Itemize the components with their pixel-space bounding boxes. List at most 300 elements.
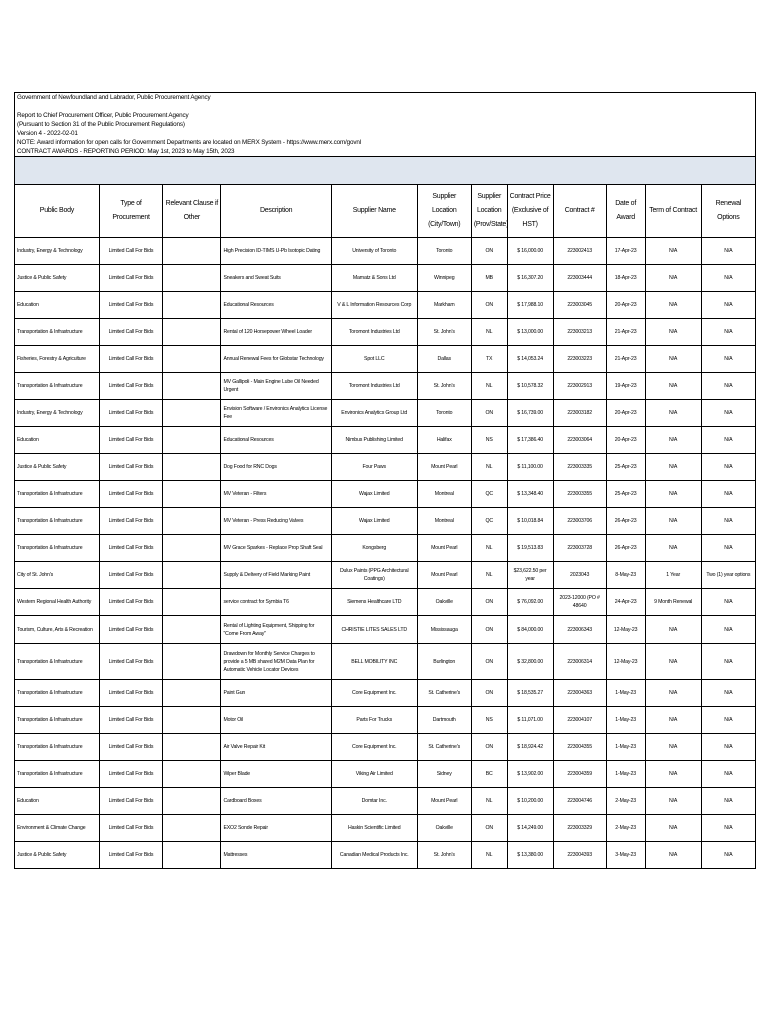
cell-description: Air Valve Repair Kit — [221, 734, 331, 761]
cell-supplier-name: Spot LLC — [331, 346, 417, 373]
cell-term-of-contract: N/A — [645, 680, 701, 707]
cell-supplier-prov: ON — [471, 815, 507, 842]
cell-supplier-city: St. John's — [417, 319, 471, 346]
cell-public-body: Industry, Energy & Technology — [15, 238, 100, 265]
cell-description: Motor Oil — [221, 707, 331, 734]
cell-public-body: Transportation & Infrastructure — [15, 644, 100, 680]
cell-renewal-options: N/A — [701, 535, 755, 562]
cell-supplier-city: St. John's — [417, 373, 471, 400]
cell-supplier-city: Mount Pearl — [417, 535, 471, 562]
cell-date-of-award: 1-May-23 — [606, 761, 645, 788]
spreadsheet — [14, 92, 756, 869]
cell-contract-number: 223004393 — [553, 842, 606, 869]
cell-public-body: Transportation & Infrastructure — [15, 707, 100, 734]
cell-type-of-procurement: Limited Call For Bids — [99, 680, 162, 707]
cell-term-of-contract: N/A — [645, 373, 701, 400]
cell-contract-price: $ 13,902.00 — [507, 761, 553, 788]
cell-supplier-name: Mamatz & Sons Ltd — [331, 265, 417, 292]
version-line: Version 4 - 2022-02-01 — [17, 130, 78, 137]
cell-public-body: Education — [15, 292, 100, 319]
table-row — [15, 562, 756, 589]
cell-term-of-contract: N/A — [645, 265, 701, 292]
cell-public-body: Tourism, Culture, Arts & Recreation — [15, 616, 100, 644]
cell-term-of-contract: N/A — [645, 427, 701, 454]
cell-relevant-clause — [163, 761, 221, 788]
col-relevant-clause: Relevant Clause if Other — [163, 185, 221, 238]
cell-date-of-award: 2-May-23 — [606, 815, 645, 842]
cell-supplier-prov: ON — [471, 616, 507, 644]
col-date-of-award: Date of Award — [606, 185, 645, 238]
cell-supplier-name: Domtar Inc. — [331, 788, 417, 815]
cell-description: Sneakers and Sweat Suits — [221, 265, 331, 292]
cell-type-of-procurement: Limited Call For Bids — [99, 788, 162, 815]
cell-supplier-name: BELL MOBILITY INC — [331, 644, 417, 680]
cell-supplier-name: Wajax Limited — [331, 481, 417, 508]
cell-supplier-city: Mount Pearl — [417, 562, 471, 589]
cell-public-body: Justice & Public Safety — [15, 454, 100, 481]
col-supplier-city: Supplier Location (City/Town) — [417, 185, 471, 238]
cell-supplier-prov: NL — [471, 562, 507, 589]
cell-date-of-award: 3-May-23 — [606, 842, 645, 869]
cell-contract-price: $ 13,380.00 — [507, 842, 553, 869]
cell-supplier-name: Toromont Industries Ltd — [331, 319, 417, 346]
cell-contract-number: 223002413 — [553, 238, 606, 265]
cell-supplier-prov: QC — [471, 481, 507, 508]
cell-date-of-award: 26-Apr-23 — [606, 535, 645, 562]
cell-renewal-options: N/A — [701, 644, 755, 680]
cell-supplier-city: Toronto — [417, 238, 471, 265]
table-row — [15, 238, 756, 265]
table-row — [15, 644, 756, 680]
cell-relevant-clause — [163, 616, 221, 644]
cell-public-body: Transportation & Infrastructure — [15, 373, 100, 400]
table-row — [15, 589, 756, 616]
cell-supplier-city: St. Catherine's — [417, 680, 471, 707]
cell-contract-price: $ 16,307.20 — [507, 265, 553, 292]
cell-relevant-clause — [163, 319, 221, 346]
cell-type-of-procurement: Limited Call For Bids — [99, 815, 162, 842]
cell-contract-price: $ 17,988.10 — [507, 292, 553, 319]
cell-type-of-procurement: Limited Call For Bids — [99, 707, 162, 734]
cell-type-of-procurement: Limited Call For Bids — [99, 265, 162, 292]
cell-contract-price: $ 18,535.27 — [507, 680, 553, 707]
cell-contract-number: 223003335 — [553, 454, 606, 481]
cell-relevant-clause — [163, 788, 221, 815]
cell-date-of-award: 18-Apr-23 — [606, 265, 645, 292]
cell-supplier-prov: ON — [471, 400, 507, 427]
cell-contract-number: 223006314 — [553, 644, 606, 680]
cell-public-body: Transportation & Infrastructure — [15, 319, 100, 346]
cell-supplier-name: V & L Information Resources Corp — [331, 292, 417, 319]
cell-supplier-prov: ON — [471, 238, 507, 265]
cell-supplier-name: Dulux Paints (PPG Architectural Coatings) — [331, 562, 417, 589]
col-contract-number: Contract # — [553, 185, 606, 238]
cell-date-of-award: 1-May-23 — [606, 734, 645, 761]
cell-supplier-prov: NL — [471, 842, 507, 869]
cell-term-of-contract: N/A — [645, 292, 701, 319]
cell-supplier-prov: QC — [471, 508, 507, 535]
cell-public-body: Transportation & Infrastructure — [15, 508, 100, 535]
cell-renewal-options: N/A — [701, 734, 755, 761]
cell-renewal-options: N/A — [701, 508, 755, 535]
cell-type-of-procurement: Limited Call For Bids — [99, 616, 162, 644]
contract-awards-table — [14, 184, 756, 869]
cell-term-of-contract: N/A — [645, 481, 701, 508]
cell-supplier-name: Toromont Industries Ltd — [331, 373, 417, 400]
cell-supplier-name: Nimbus Publishing Limited — [331, 427, 417, 454]
cell-supplier-name: Haskin Scientific Limited — [331, 815, 417, 842]
cell-relevant-clause — [163, 238, 221, 265]
cell-supplier-name: Viking Air Limited — [331, 761, 417, 788]
cell-public-body: Transportation & Infrastructure — [15, 535, 100, 562]
cell-renewal-options: N/A — [701, 788, 755, 815]
cell-term-of-contract: N/A — [645, 788, 701, 815]
cell-public-body: Western Regional Health Authority — [15, 589, 100, 616]
cell-date-of-award: 25-Apr-23 — [606, 481, 645, 508]
cell-relevant-clause — [163, 734, 221, 761]
cell-public-body: Transportation & Infrastructure — [15, 680, 100, 707]
cell-relevant-clause — [163, 265, 221, 292]
cell-public-body: Justice & Public Safety — [15, 842, 100, 869]
cell-description: Mattresses — [221, 842, 331, 869]
cell-term-of-contract: N/A — [645, 535, 701, 562]
table-row — [15, 373, 756, 400]
cell-relevant-clause — [163, 644, 221, 680]
cell-term-of-contract: N/A — [645, 707, 701, 734]
cell-type-of-procurement: Limited Call For Bids — [99, 842, 162, 869]
cell-contract-number: 223003223 — [553, 346, 606, 373]
cell-contract-number: 223003182 — [553, 400, 606, 427]
cell-renewal-options: N/A — [701, 238, 755, 265]
col-public-body: Public Body — [15, 185, 100, 238]
cell-term-of-contract: N/A — [645, 842, 701, 869]
cell-term-of-contract: N/A — [645, 815, 701, 842]
cell-description: Educational Resources — [221, 427, 331, 454]
cell-type-of-procurement: Limited Call For Bids — [99, 562, 162, 589]
table-row — [15, 508, 756, 535]
cell-relevant-clause — [163, 292, 221, 319]
cell-term-of-contract: N/A — [645, 761, 701, 788]
cell-contract-number: 223003444 — [553, 265, 606, 292]
cell-relevant-clause — [163, 373, 221, 400]
cell-relevant-clause — [163, 589, 221, 616]
cell-renewal-options: N/A — [701, 589, 755, 616]
cell-description: Envision Software / Environics Analytics License Fee — [221, 400, 331, 427]
cell-type-of-procurement: Limited Call For Bids — [99, 644, 162, 680]
cell-supplier-name: Wajax Limited — [331, 508, 417, 535]
cell-renewal-options: N/A — [701, 761, 755, 788]
cell-date-of-award: 12-May-23 — [606, 644, 645, 680]
col-supplier-name: Supplier Name — [331, 185, 417, 238]
pursuant-line: (Pursuant to Section 31 of the Public Procurement Regulations) — [17, 121, 185, 128]
cell-supplier-prov: MB — [471, 265, 507, 292]
cell-date-of-award: 25-Apr-23 — [606, 454, 645, 481]
cell-supplier-prov: NS — [471, 707, 507, 734]
cell-renewal-options: N/A — [701, 400, 755, 427]
cell-contract-price: $ 14,053.24 — [507, 346, 553, 373]
header-shaded-band — [15, 156, 755, 184]
cell-supplier-name: Kongsberg — [331, 535, 417, 562]
cell-supplier-name: University of Toronto — [331, 238, 417, 265]
cell-term-of-contract: N/A — [645, 454, 701, 481]
cell-date-of-award: 21-Apr-23 — [606, 319, 645, 346]
table-row — [15, 481, 756, 508]
cell-supplier-prov: NL — [471, 319, 507, 346]
cell-type-of-procurement: Limited Call For Bids — [99, 508, 162, 535]
header-row — [15, 185, 756, 238]
cell-type-of-procurement: Limited Call For Bids — [99, 400, 162, 427]
cell-supplier-prov: ON — [471, 734, 507, 761]
cell-contract-price: $ 76,092.00 — [507, 589, 553, 616]
cell-supplier-city: St. John's — [417, 842, 471, 869]
cell-supplier-name: Environics Analytics Group Ltd — [331, 400, 417, 427]
cell-contract-price: $ 13,000.00 — [507, 319, 553, 346]
cell-supplier-city: Sidney — [417, 761, 471, 788]
cell-relevant-clause — [163, 346, 221, 373]
period-line: CONTRACT AWARDS - REPORTING PERIOD: May 1st, 2023 to May 15th, 2023 — [17, 148, 235, 155]
cell-description: Cardboard Boxes — [221, 788, 331, 815]
cell-relevant-clause — [163, 535, 221, 562]
col-supplier-prov: Supplier Location (Prov/State) — [471, 185, 507, 238]
col-type-of-procurement: Type of Procurement — [99, 185, 162, 238]
cell-contract-price: $ 10,578.32 — [507, 373, 553, 400]
cell-supplier-prov: TX — [471, 346, 507, 373]
cell-supplier-city: Mount Pearl — [417, 788, 471, 815]
cell-term-of-contract: N/A — [645, 319, 701, 346]
cell-description: Supply & Delivery of Field Marking Paint — [221, 562, 331, 589]
col-term-of-contract: Term of Contract — [645, 185, 701, 238]
cell-contract-price: $ 19,513.83 — [507, 535, 553, 562]
cell-date-of-award: 1-May-23 — [606, 680, 645, 707]
cell-supplier-prov: NL — [471, 788, 507, 815]
cell-contract-number: 2023043 — [553, 562, 606, 589]
cell-contract-price: $ 14,249.00 — [507, 815, 553, 842]
cell-contract-price: $23,622.50 per year — [507, 562, 553, 589]
cell-supplier-name: Core Equipment Inc. — [331, 680, 417, 707]
cell-public-body: Education — [15, 788, 100, 815]
cell-type-of-procurement: Limited Call For Bids — [99, 589, 162, 616]
cell-contract-number: 223003045 — [553, 292, 606, 319]
cell-term-of-contract: N/A — [645, 400, 701, 427]
cell-contract-number: 223003213 — [553, 319, 606, 346]
col-renewal-options: Renewal Options — [701, 185, 755, 238]
cell-supplier-city: Montreal — [417, 481, 471, 508]
cell-description: MV Gallipoli - Main Engine Lube Oil Needed Urgent — [221, 373, 331, 400]
cell-date-of-award: 8-May-23 — [606, 562, 645, 589]
cell-relevant-clause — [163, 508, 221, 535]
cell-type-of-procurement: Limited Call For Bids — [99, 373, 162, 400]
cell-renewal-options: N/A — [701, 680, 755, 707]
cell-description: Annual Renewal Fees for Globstar Technology — [221, 346, 331, 373]
cell-public-body: Environment & Climate Change — [15, 815, 100, 842]
cell-date-of-award: 12-May-23 — [606, 616, 645, 644]
cell-description: High Precision ID-TIMS U-Pb Isotopic Dating — [221, 238, 331, 265]
cell-contract-price: $ 18,924.42 — [507, 734, 553, 761]
table-row — [15, 707, 756, 734]
cell-term-of-contract: N/A — [645, 734, 701, 761]
cell-relevant-clause — [163, 481, 221, 508]
cell-type-of-procurement: Limited Call For Bids — [99, 454, 162, 481]
cell-contract-number: 223004363 — [553, 680, 606, 707]
cell-supplier-name: Canadian Medical Products Inc. — [331, 842, 417, 869]
cell-contract-price: $ 13,348.40 — [507, 481, 553, 508]
cell-date-of-award: 1-May-23 — [606, 707, 645, 734]
cell-date-of-award: 20-Apr-23 — [606, 400, 645, 427]
cell-term-of-contract: N/A — [645, 508, 701, 535]
cell-renewal-options: N/A — [701, 842, 755, 869]
cell-relevant-clause — [163, 680, 221, 707]
cell-renewal-options: N/A — [701, 265, 755, 292]
cell-renewal-options: N/A — [701, 346, 755, 373]
cell-supplier-name: Parts For Trucks — [331, 707, 417, 734]
cell-supplier-city: Markham — [417, 292, 471, 319]
cell-description: EXO2 Sonde Repair — [221, 815, 331, 842]
cell-supplier-prov: ON — [471, 680, 507, 707]
cell-public-body: Industry, Energy & Technology — [15, 400, 100, 427]
cell-renewal-options: N/A — [701, 616, 755, 644]
cell-date-of-award: 19-Apr-23 — [606, 373, 645, 400]
cell-contract-number: 223003329 — [553, 815, 606, 842]
cell-contract-price: $ 16,739.00 — [507, 400, 553, 427]
cell-type-of-procurement: Limited Call For Bids — [99, 427, 162, 454]
cell-supplier-prov: ON — [471, 589, 507, 616]
cell-contract-number: 223006343 — [553, 616, 606, 644]
cell-contract-price: $ 10,018.84 — [507, 508, 553, 535]
cell-contract-price: $ 16,000.00 — [507, 238, 553, 265]
col-contract-price: Contract Price (Exclusive of HST) — [507, 185, 553, 238]
cell-renewal-options: N/A — [701, 481, 755, 508]
cell-description: Paint Gun — [221, 680, 331, 707]
cell-description: Rental of 120 Horsepower Wheel Loader — [221, 319, 331, 346]
cell-type-of-procurement: Limited Call For Bids — [99, 292, 162, 319]
cell-supplier-city: Burlington — [417, 644, 471, 680]
cell-contract-price: $ 10,200.00 — [507, 788, 553, 815]
cell-type-of-procurement: Limited Call For Bids — [99, 319, 162, 346]
cell-supplier-city: Mississauga — [417, 616, 471, 644]
cell-relevant-clause — [163, 400, 221, 427]
cell-supplier-prov: NL — [471, 454, 507, 481]
cell-date-of-award: 2-May-23 — [606, 788, 645, 815]
cell-type-of-procurement: Limited Call For Bids — [99, 346, 162, 373]
cell-description: service contract for Symbia T6 — [221, 589, 331, 616]
cell-description: Rental of Lighting Equipment, Shipping for "Come From Away" — [221, 616, 331, 644]
table-row — [15, 815, 756, 842]
cell-description: Dog Food for RNC Dogs — [221, 454, 331, 481]
cell-type-of-procurement: Limited Call For Bids — [99, 238, 162, 265]
cell-date-of-award: 26-Apr-23 — [606, 508, 645, 535]
table-body — [15, 238, 756, 869]
cell-supplier-prov: BC — [471, 761, 507, 788]
cell-supplier-city: Oakville — [417, 815, 471, 842]
cell-term-of-contract: N/A — [645, 644, 701, 680]
cell-renewal-options: N/A — [701, 319, 755, 346]
table-row — [15, 319, 756, 346]
cell-supplier-city: Dartmouth — [417, 707, 471, 734]
cell-relevant-clause — [163, 707, 221, 734]
cell-relevant-clause — [163, 815, 221, 842]
cell-supplier-prov: NL — [471, 373, 507, 400]
table-row — [15, 400, 756, 427]
cell-contract-number: 223004107 — [553, 707, 606, 734]
cell-description: Wiper Blade — [221, 761, 331, 788]
cell-contract-price: $ 11,100.00 — [507, 454, 553, 481]
cell-date-of-award: 17-Apr-23 — [606, 238, 645, 265]
cell-description: Educational Resources — [221, 292, 331, 319]
cell-renewal-options: N/A — [701, 427, 755, 454]
cell-supplier-name: Four Paws — [331, 454, 417, 481]
cell-supplier-city: Halifax — [417, 427, 471, 454]
cell-supplier-city: Toronto — [417, 400, 471, 427]
cell-contract-number: 223003355 — [553, 481, 606, 508]
table-row — [15, 265, 756, 292]
report-line: Report to Chief Procurement Officer, Public Procurement Agency — [17, 112, 189, 119]
cell-contract-number: 2023-12000 (PO # 48640 — [553, 589, 606, 616]
note-line: NOTE: Award information for open calls for Government Departments are located on MERX System - https://www.merx.com/govnl — [17, 139, 361, 146]
cell-supplier-city: Oakville — [417, 589, 471, 616]
cell-relevant-clause — [163, 842, 221, 869]
cell-public-body: Justice & Public Safety — [15, 265, 100, 292]
table-row — [15, 616, 756, 644]
cell-description: MV Grace Sparkes - Replace Prop Shaft Seal — [221, 535, 331, 562]
cell-public-body: City of St. John's — [15, 562, 100, 589]
cell-description: MV Veteran - Filters — [221, 481, 331, 508]
table-row — [15, 292, 756, 319]
table-row — [15, 454, 756, 481]
cell-contract-number: 223002913 — [553, 373, 606, 400]
cell-term-of-contract: N/A — [645, 346, 701, 373]
cell-renewal-options: Two (1) year options — [701, 562, 755, 589]
cell-supplier-city: St. Catherine's — [417, 734, 471, 761]
cell-renewal-options: N/A — [701, 454, 755, 481]
cell-type-of-procurement: Limited Call For Bids — [99, 734, 162, 761]
cell-public-body: Fisheries, Forestry & Agriculture — [15, 346, 100, 373]
cell-term-of-contract: 9 Month Renewal — [645, 589, 701, 616]
cell-supplier-name: Core Equipment Inc. — [331, 734, 417, 761]
cell-renewal-options: N/A — [701, 707, 755, 734]
cell-term-of-contract: 1 Year — [645, 562, 701, 589]
table-row — [15, 761, 756, 788]
cell-date-of-award: 20-Apr-23 — [606, 427, 645, 454]
org-title: Government of Newfoundland and Labrador, Public Procurement Agency — [17, 94, 211, 101]
cell-contract-number: 223004746 — [553, 788, 606, 815]
cell-date-of-award: 24-Apr-23 — [606, 589, 645, 616]
table-row — [15, 346, 756, 373]
cell-supplier-city: Mount Pearl — [417, 454, 471, 481]
report-header — [14, 92, 756, 184]
cell-contract-number: 223003706 — [553, 508, 606, 535]
cell-supplier-city: Montreal — [417, 508, 471, 535]
cell-term-of-contract: N/A — [645, 616, 701, 644]
cell-supplier-name: Siemens Healthcare LTD — [331, 589, 417, 616]
cell-public-body: Education — [15, 427, 100, 454]
cell-supplier-city: Winnipeg — [417, 265, 471, 292]
cell-contract-price: $ 32,800.00 — [507, 644, 553, 680]
cell-type-of-procurement: Limited Call For Bids — [99, 535, 162, 562]
cell-contract-price: $ 84,000.00 — [507, 616, 553, 644]
cell-relevant-clause — [163, 427, 221, 454]
cell-type-of-procurement: Limited Call For Bids — [99, 761, 162, 788]
cell-supplier-prov: ON — [471, 292, 507, 319]
cell-contract-number: 223004359 — [553, 761, 606, 788]
cell-term-of-contract: N/A — [645, 238, 701, 265]
cell-renewal-options: N/A — [701, 373, 755, 400]
cell-renewal-options: N/A — [701, 815, 755, 842]
cell-supplier-prov: ON — [471, 644, 507, 680]
cell-relevant-clause — [163, 454, 221, 481]
cell-public-body: Transportation & Infrastructure — [15, 481, 100, 508]
cell-supplier-prov: NS — [471, 427, 507, 454]
cell-relevant-clause — [163, 562, 221, 589]
